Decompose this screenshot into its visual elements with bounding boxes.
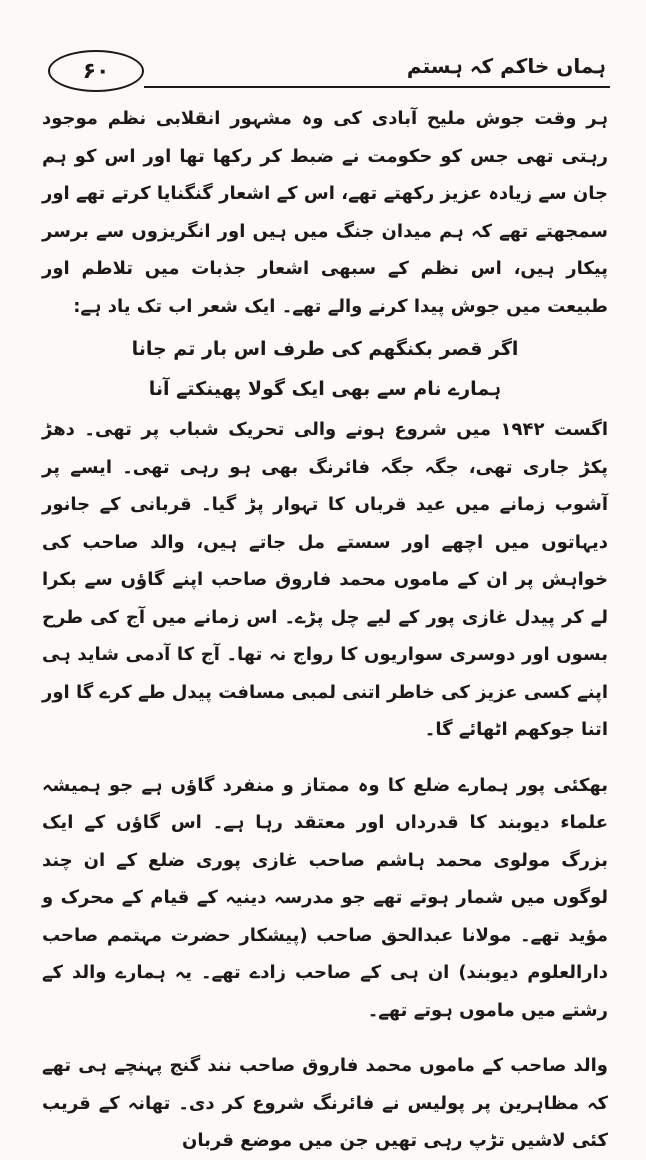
page-header <box>40 40 610 92</box>
verse <box>42 329 608 409</box>
verse-line: ہمارے نام سے بھی ایک گولا پھینکتے آنا <box>148 378 502 400</box>
paragraph: ہر وقت جوش ملیح آبادی کی وہ مشہور انقلابی نظم موجود رہتی تھی جس کو حکومت نے ضبط کر رکھا تھا اور اس کو ہم جان سے زیادہ عزیز رکھتے تھے، اس کے اشعار گنگنایا کرتے تھے اور سمجھتے تھے کہ ہم میدان جنگ میں ہیں اور انگریزوں سے برسر پیکار ہیں، اس نظم کے سبھی اشعار جذبات میں تلاطم اور طبیعت میں جوش پیدا کرنے والے تھے۔ ایک شعر اب تک یاد ہے: <box>42 108 608 317</box>
running-title: ہماں خاکم کہ ہستم <box>406 54 606 78</box>
paragraph: اگست ۱۹۴۲ میں شروع ہونے والی تحریک شباب پر تھی۔ دھڑ پکڑ جاری تھی، جگہ جگہ فائرنگ بھی ہو رہی تھی۔ ایسے پر آشوب زمانے میں عید قرباں کا تہوار پڑ گیا۔ قربانی کے جانور دیہاتوں میں اچھے اور سستے مل جاتے ہیں، والد صاحب کی خواہش پر ان کے ماموں محمد فاروق صاحب اپنے گاؤں سے بکرا لے کر پیدل غازی پور کے لیے چل پڑے۔ اس زمانے میں آج کی طرح بسوں اور دوسری سواریوں کا رواج نہ تھا۔ آج کا آدمی شاید ہی اپنے کسی عزیز کی خاطر اتنی لمبی مسافت پیدل طے کرے گا اور اتنا جوکھم اٹھائے گا۔ <box>42 419 608 740</box>
verse-line: اگر قصر بکنگھم کی طرف اس بار تم جانا <box>131 338 519 360</box>
paragraph: بھکئی پور ہمارے ضلع کا وہ ممتاز و منفرد گاؤں ہے جو ہمیشہ علماء دیوبند کا قدرداں اور معتقد رہا ہے۔ اس گاؤں کے ایک بزرگ مولوی محمد ہاشم صاحب غازی پوری ضلع کے ان چند لوگوں میں شمار ہوتے تھے جو مدرسہ دینیہ کے قیام کے محرک و مؤید تھے۔ مولانا عبدالحق صاحب (پیشکار حضرت مہتمم صاحب دارالعلوم دیوبند) ان ہی کے صاحب زادے تھے۔ یہ ہمارے والد کے رشتے میں ماموں ہوتے تھے۔ <box>42 774 608 1021</box>
page-number: ۶۰ <box>48 50 144 92</box>
body-text <box>42 100 608 1160</box>
header-rule <box>144 86 610 88</box>
paragraph: والد صاحب کے ماموں محمد فاروق صاحب نند گنج پہنچے ہی تھے کہ مظاہرین پر پولیس نے فائرنگ شروع کر دی۔ تھانہ کے قریب کئی لاشیں تڑپ رہی تھیں جن میں موضع قربان <box>42 1055 608 1151</box>
